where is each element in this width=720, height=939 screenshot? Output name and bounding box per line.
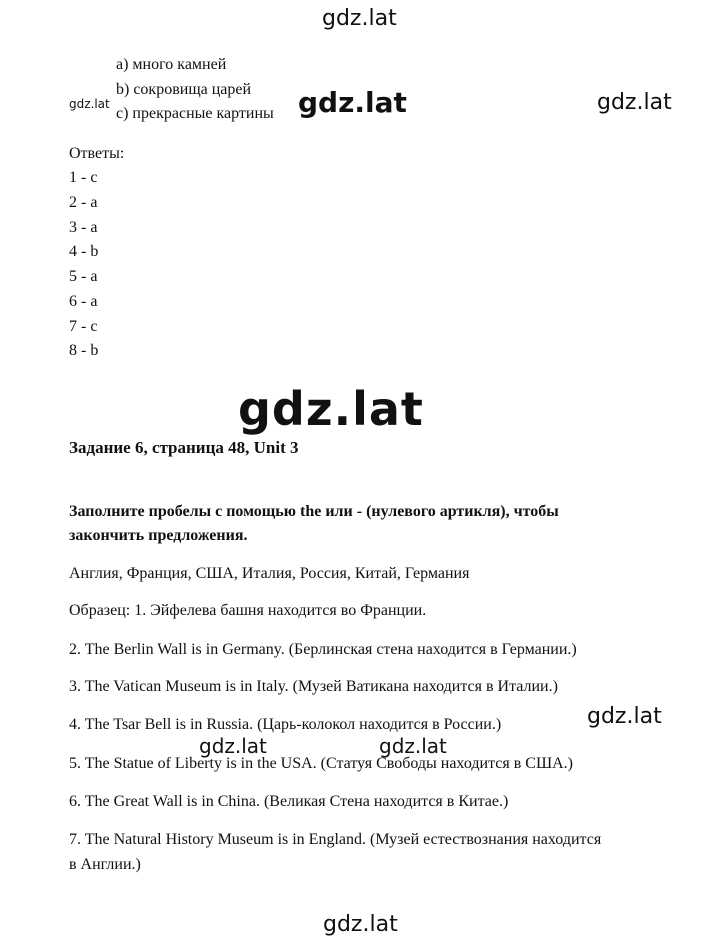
option-b: b) сокровища царей: [116, 81, 252, 98]
watermark-mid-left: gdz.lat: [199, 734, 267, 758]
answer-item: 4 - b: [69, 243, 99, 260]
sentence-item: 6. The Great Wall is in China. (Великая Стена находится в Китае.): [69, 793, 509, 810]
watermark-top: gdz.lat: [322, 6, 397, 31]
watermark-bottom: gdz.lat: [323, 912, 398, 937]
sentence-item-continuation: в Англии.): [69, 856, 141, 873]
answer-item: 2 - a: [69, 194, 98, 211]
answer-item: 7 - c: [69, 318, 98, 335]
sentence-item: 5. The Statue of Liberty is in the USA. (Статуя Свободы находится в США.): [69, 755, 573, 772]
sentence-item: 4. The Tsar Bell is in Russia. (Царь-колокол находится в России.): [69, 716, 502, 733]
sample-sentence: Образец: 1. Эйфелева башня находится во Франции.: [69, 602, 427, 619]
sentence-item: 7. The Natural History Museum is in England. (Музей естествознания находится: [69, 831, 602, 848]
answer-item: 6 - a: [69, 293, 98, 310]
answer-item: 3 - a: [69, 219, 98, 236]
answer-item: 1 - c: [69, 169, 98, 186]
instruction-line1: Заполните пробелы с помощью the или - (нулевого артикля), чтобы: [69, 503, 559, 520]
watermark-right-top: gdz.lat: [597, 90, 672, 115]
answer-item: 8 - b: [69, 342, 99, 359]
sentence-item: 2. The Berlin Wall is in Germany. (Берлинская стена находится в Германии.): [69, 641, 577, 658]
watermark-small-left: gdz.lat: [69, 97, 110, 111]
watermark-right-mid: gdz.lat: [587, 704, 662, 729]
instruction-line2: закончить предложения.: [69, 527, 248, 544]
answer-item: 5 - a: [69, 268, 98, 285]
countries-list: Англия, Франция, США, Италия, Россия, Китай, Германия: [69, 565, 470, 582]
watermark-large-middle: gdz.lat: [238, 382, 424, 436]
task-heading: Задание 6, страница 48, Unit 3: [69, 438, 299, 457]
option-a: a) много камней: [116, 56, 227, 73]
sentence-item: 3. The Vatican Museum is in Italy. (Музей Ватикана находится в Италии.): [69, 678, 558, 695]
watermark-bold-center: gdz.lat: [298, 86, 407, 119]
answers-title: Ответы:: [69, 145, 125, 162]
option-c: c) прекрасные картины: [116, 105, 274, 122]
watermark-mid-center: gdz.lat: [379, 734, 447, 758]
